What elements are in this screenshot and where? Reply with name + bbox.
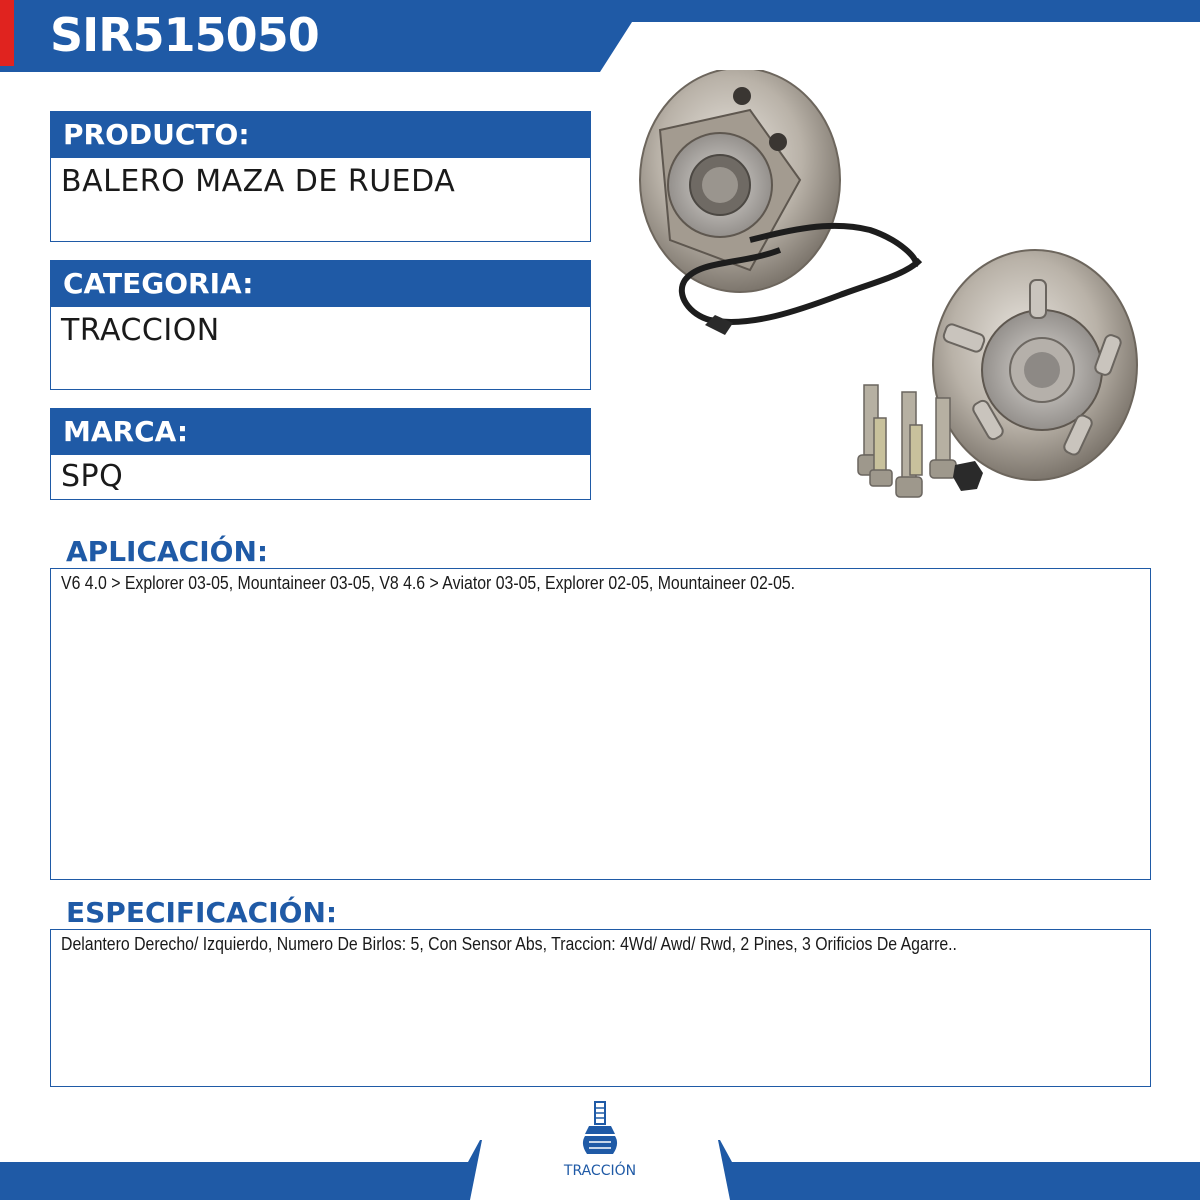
especificacion-heading: ESPECIFICACIÓN: xyxy=(66,896,338,929)
marca-label: MARCA: xyxy=(51,409,590,455)
aplicacion-text: V6 4.0 > Explorer 03-05, Mountaineer 03-05, V8 4.6 > Aviator 03-05, Explorer 02-05, Mountaineer 02-05. xyxy=(61,573,796,593)
producto-label: PRODUCTO: xyxy=(51,112,590,158)
aplicacion-heading: APLICACIÓN: xyxy=(66,535,269,568)
categoria-box xyxy=(50,260,591,390)
wheel-hub-bearing-image xyxy=(630,70,1150,510)
producto-value: BALERO MAZA DE RUEDA xyxy=(61,164,456,199)
especificacion-text: Delantero Derecho/ Izquierdo, Numero De Birlos: 5, Con Sensor Abs, Traccion: 4Wd/ Awd/ Rwd, 2 Pines, 3 Orificios De Agarre.. xyxy=(61,934,957,954)
marca-value: SPQ xyxy=(61,459,124,494)
categoria-value: TRACCION xyxy=(61,313,220,348)
part-number-title: SIR515050 xyxy=(50,8,319,62)
cv-joint-icon xyxy=(575,1100,625,1162)
categoria-label: CATEGORIA: xyxy=(51,261,590,307)
footer-category-label: TRACCIÓN xyxy=(563,1163,637,1179)
especificacion-box xyxy=(50,929,1151,1087)
marca-box xyxy=(50,408,591,500)
producto-box xyxy=(50,111,591,242)
aplicacion-box xyxy=(50,568,1151,880)
